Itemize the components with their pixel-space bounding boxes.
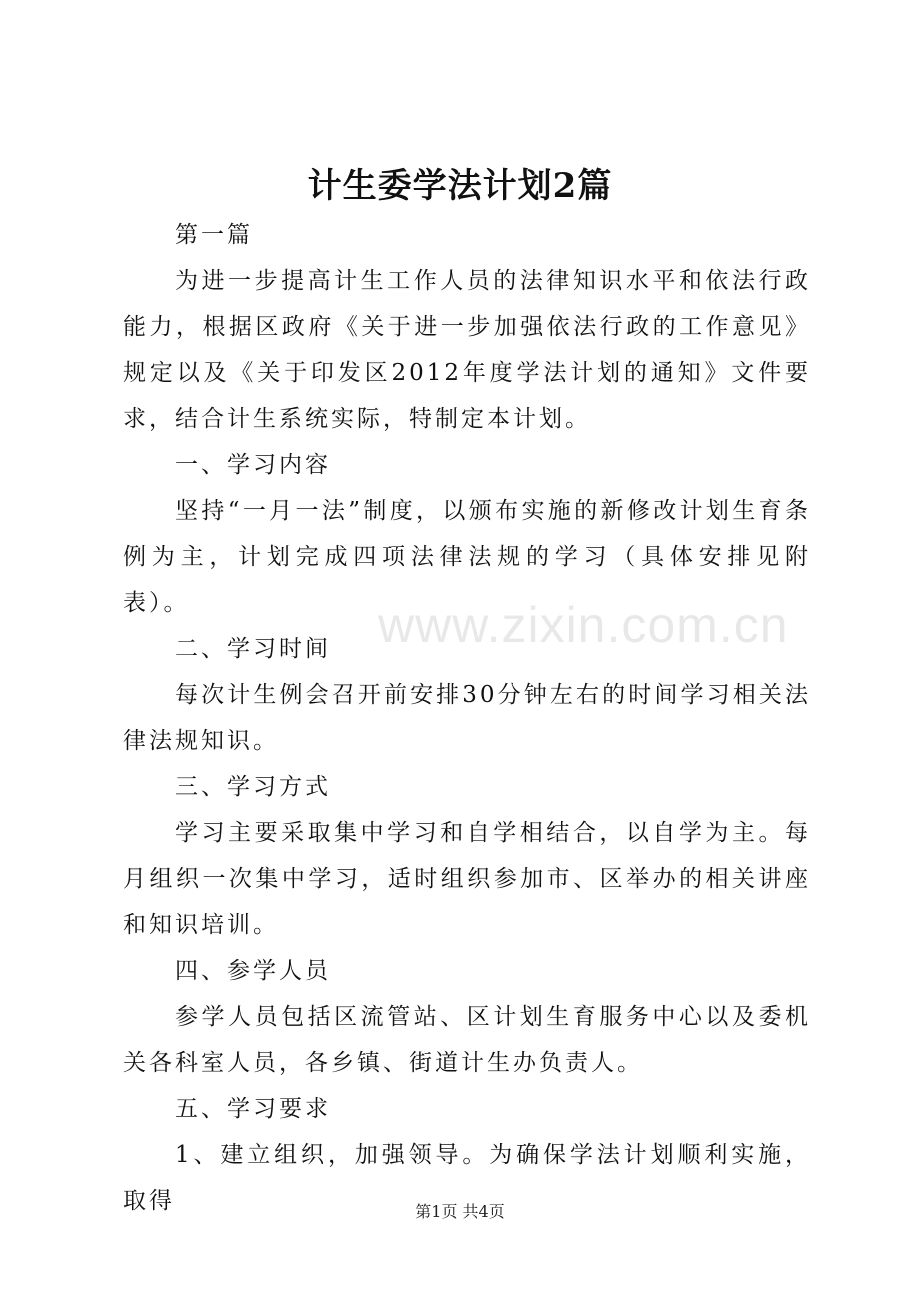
heading-study-time: 二、学习时间 bbox=[175, 636, 331, 662]
heading-participants: 四、参学人员 bbox=[175, 958, 331, 984]
requirement-item-1: 1、建立组织，加强领导。为确保学法计划顺利实施，取得 bbox=[123, 1142, 811, 1214]
participants-paragraph: 参学人员包括区流管站、区计划生育服务中心以及委机关各科室人员，各乡镇、街道计生办负责人。 bbox=[123, 1004, 811, 1076]
heading-study-method: 三、学习方式 bbox=[175, 774, 331, 800]
page-footer: 第1页 共4页 bbox=[415, 1202, 505, 1221]
document-title: 计生委学法计划2篇 bbox=[307, 166, 613, 206]
study-method-paragraph: 学习主要采取集中学习和自学相结合，以自学为主。每月组织一次集中学习，适时组织参加市、区举办的相关讲座和知识培训。 bbox=[123, 820, 811, 938]
heading-study-content: 一、学习内容 bbox=[175, 452, 331, 478]
section-label-part-one: 第一篇 bbox=[175, 222, 253, 248]
study-time-paragraph: 每次计生例会召开前安排30分钟左右的时间学习相关法律法规知识。 bbox=[123, 682, 811, 754]
watermark: www.zixin.com.cn bbox=[378, 597, 789, 653]
heading-requirements: 五、学习要求 bbox=[175, 1096, 331, 1122]
intro-paragraph: 为进一步提高计生工作人员的法律知识水平和依法行政能力，根据区政府《关于进一步加强依法行政的工作意见》规定以及《关于印发区2012年度学法计划的通知》文件要求，结合计生系统实际，特制定本计划。 bbox=[123, 268, 811, 432]
study-content-paragraph: 坚持“一月一法”制度，以颁布实施的新修改计划生育条例为主，计划完成四项法律法规的学习（具体安排见附表）。 bbox=[123, 498, 811, 616]
document-body bbox=[123, 212, 811, 1224]
